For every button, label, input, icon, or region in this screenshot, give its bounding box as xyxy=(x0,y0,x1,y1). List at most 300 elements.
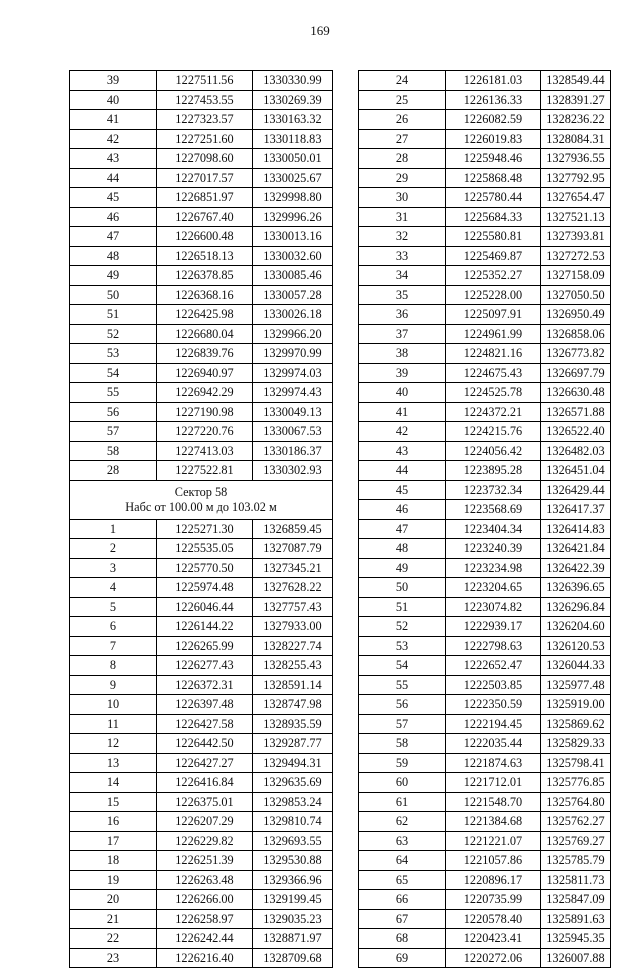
x-coordinate-cell: 1226216.40 xyxy=(157,948,253,968)
left-table-rows-bottom xyxy=(70,519,333,968)
table-row xyxy=(70,792,333,812)
x-coordinate-cell: 1225469.87 xyxy=(446,246,541,266)
table-row xyxy=(70,597,333,617)
table-row xyxy=(359,773,611,793)
y-coordinate-cell: 1326451.04 xyxy=(541,461,611,481)
y-coordinate-cell: 1325764.80 xyxy=(541,792,611,812)
y-coordinate-cell: 1329853.24 xyxy=(253,792,333,812)
table-row xyxy=(70,441,333,461)
point-number-cell: 16 xyxy=(70,812,157,832)
x-coordinate-cell: 1227511.56 xyxy=(157,71,253,91)
point-number-cell: 17 xyxy=(70,831,157,851)
x-coordinate-cell: 1226207.29 xyxy=(157,812,253,832)
table-row xyxy=(359,870,611,890)
y-coordinate-cell: 1329998.80 xyxy=(253,188,333,208)
point-number-cell: 60 xyxy=(359,773,446,793)
x-coordinate-cell: 1227522.81 xyxy=(157,461,253,481)
table-row xyxy=(70,948,333,968)
point-number-cell: 64 xyxy=(359,851,446,871)
point-number-cell: 41 xyxy=(70,110,157,130)
point-number-cell: 28 xyxy=(70,461,157,481)
point-number-cell: 58 xyxy=(70,441,157,461)
table-row xyxy=(70,831,333,851)
x-coordinate-cell: 1226427.27 xyxy=(157,753,253,773)
point-number-cell: 30 xyxy=(359,188,446,208)
sector-header-cell xyxy=(70,480,333,519)
table-row xyxy=(70,675,333,695)
x-coordinate-cell: 1226181.03 xyxy=(446,71,541,91)
point-number-cell: 25 xyxy=(359,90,446,110)
point-number-cell: 1 xyxy=(70,519,157,539)
table-row xyxy=(359,617,611,637)
table-row xyxy=(70,71,333,91)
y-coordinate-cell: 1329635.69 xyxy=(253,773,333,793)
point-number-cell: 54 xyxy=(359,656,446,676)
table-row xyxy=(359,539,611,559)
y-coordinate-cell: 1325776.85 xyxy=(541,773,611,793)
y-coordinate-cell: 1329287.77 xyxy=(253,734,333,754)
table-row xyxy=(70,870,333,890)
x-coordinate-cell: 1225868.48 xyxy=(446,168,541,188)
y-coordinate-cell: 1329996.26 xyxy=(253,207,333,227)
y-coordinate-cell: 1328935.59 xyxy=(253,714,333,734)
table-row xyxy=(70,773,333,793)
point-number-cell: 41 xyxy=(359,402,446,422)
x-coordinate-cell: 1220272.06 xyxy=(446,948,541,968)
table-row xyxy=(70,851,333,871)
x-coordinate-cell: 1226442.50 xyxy=(157,734,253,754)
x-coordinate-cell: 1224821.16 xyxy=(446,344,541,364)
table-row xyxy=(70,168,333,188)
y-coordinate-cell: 1326422.39 xyxy=(541,558,611,578)
table-row xyxy=(359,734,611,754)
y-coordinate-cell: 1327087.79 xyxy=(253,539,333,559)
point-number-cell: 20 xyxy=(70,890,157,910)
point-number-cell: 33 xyxy=(359,246,446,266)
y-coordinate-cell: 1326296.84 xyxy=(541,597,611,617)
table-row xyxy=(70,695,333,715)
table-row xyxy=(359,149,611,169)
page-number: 169 xyxy=(310,23,330,38)
point-number-cell: 55 xyxy=(359,675,446,695)
table-row xyxy=(359,246,611,266)
table-row xyxy=(70,734,333,754)
table-row xyxy=(359,266,611,286)
y-coordinate-cell: 1330302.93 xyxy=(253,461,333,481)
point-number-cell: 68 xyxy=(359,929,446,949)
table-row xyxy=(70,636,333,656)
table-row xyxy=(359,909,611,929)
point-number-cell: 36 xyxy=(359,305,446,325)
y-coordinate-cell: 1330085.46 xyxy=(253,266,333,286)
point-number-cell: 39 xyxy=(70,71,157,91)
y-coordinate-cell: 1325847.09 xyxy=(541,890,611,910)
table-row xyxy=(70,714,333,734)
y-coordinate-cell: 1329974.43 xyxy=(253,383,333,403)
x-coordinate-cell: 1225097.91 xyxy=(446,305,541,325)
left-coordinate-table xyxy=(69,70,333,968)
table-row xyxy=(359,656,611,676)
x-coordinate-cell: 1226372.31 xyxy=(157,675,253,695)
point-number-cell: 49 xyxy=(70,266,157,286)
y-coordinate-cell: 1326571.88 xyxy=(541,402,611,422)
x-coordinate-cell: 1221384.68 xyxy=(446,812,541,832)
x-coordinate-cell: 1221548.70 xyxy=(446,792,541,812)
y-coordinate-cell: 1328084.31 xyxy=(541,129,611,149)
table-row xyxy=(70,812,333,832)
table-row xyxy=(70,558,333,578)
y-coordinate-cell: 1330186.37 xyxy=(253,441,333,461)
x-coordinate-cell: 1225228.00 xyxy=(446,285,541,305)
point-number-cell: 66 xyxy=(359,890,446,910)
x-coordinate-cell: 1224372.21 xyxy=(446,402,541,422)
table-row xyxy=(70,422,333,442)
point-number-cell: 40 xyxy=(70,90,157,110)
y-coordinate-cell: 1326007.88 xyxy=(541,948,611,968)
y-coordinate-cell: 1330032.60 xyxy=(253,246,333,266)
table-row xyxy=(359,344,611,364)
point-number-cell: 6 xyxy=(70,617,157,637)
point-number-cell: 4 xyxy=(70,578,157,598)
point-number-cell: 51 xyxy=(359,597,446,617)
point-number-cell: 28 xyxy=(359,149,446,169)
y-coordinate-cell: 1327158.09 xyxy=(541,266,611,286)
point-number-cell: 50 xyxy=(359,578,446,598)
table-row xyxy=(359,305,611,325)
x-coordinate-cell: 1226277.43 xyxy=(157,656,253,676)
y-coordinate-cell: 1325785.79 xyxy=(541,851,611,871)
y-coordinate-cell: 1327050.50 xyxy=(541,285,611,305)
table-row xyxy=(70,363,333,383)
x-coordinate-cell: 1224056.42 xyxy=(446,441,541,461)
point-number-cell: 48 xyxy=(359,539,446,559)
y-coordinate-cell: 1326044.33 xyxy=(541,656,611,676)
point-number-cell: 42 xyxy=(70,129,157,149)
y-coordinate-cell: 1325945.35 xyxy=(541,929,611,949)
table-row xyxy=(359,695,611,715)
point-number-cell: 52 xyxy=(359,617,446,637)
sector-header-row xyxy=(70,480,333,519)
y-coordinate-cell: 1328255.43 xyxy=(253,656,333,676)
y-coordinate-cell: 1327654.47 xyxy=(541,188,611,208)
y-coordinate-cell: 1329970.99 xyxy=(253,344,333,364)
table-row xyxy=(70,617,333,637)
table-row xyxy=(70,519,333,539)
y-coordinate-cell: 1327393.81 xyxy=(541,227,611,247)
x-coordinate-cell: 1225271.30 xyxy=(157,519,253,539)
y-coordinate-cell: 1330269.39 xyxy=(253,90,333,110)
table-row xyxy=(359,324,611,344)
y-coordinate-cell: 1325762.27 xyxy=(541,812,611,832)
table-row xyxy=(359,890,611,910)
table-row xyxy=(359,461,611,481)
x-coordinate-cell: 1227251.60 xyxy=(157,129,253,149)
point-number-cell: 14 xyxy=(70,773,157,793)
y-coordinate-cell: 1326950.49 xyxy=(541,305,611,325)
point-number-cell: 44 xyxy=(70,168,157,188)
x-coordinate-cell: 1226258.97 xyxy=(157,909,253,929)
x-coordinate-cell: 1226229.82 xyxy=(157,831,253,851)
point-number-cell: 53 xyxy=(359,636,446,656)
y-coordinate-cell: 1327757.43 xyxy=(253,597,333,617)
right-coordinate-table xyxy=(358,70,611,968)
table-row xyxy=(70,890,333,910)
point-number-cell: 57 xyxy=(70,422,157,442)
table-row xyxy=(70,461,333,481)
x-coordinate-cell: 1222350.59 xyxy=(446,695,541,715)
y-coordinate-cell: 1330025.67 xyxy=(253,168,333,188)
table-row xyxy=(70,305,333,325)
point-number-cell: 29 xyxy=(359,168,446,188)
x-coordinate-cell: 1226263.48 xyxy=(157,870,253,890)
point-number-cell: 8 xyxy=(70,656,157,676)
sector-subtitle: Набс от 100.00 м до 103.02 м xyxy=(125,499,277,514)
table-row xyxy=(359,129,611,149)
point-number-cell: 9 xyxy=(70,675,157,695)
y-coordinate-cell: 1326204.60 xyxy=(541,617,611,637)
point-number-cell: 27 xyxy=(359,129,446,149)
x-coordinate-cell: 1226046.44 xyxy=(157,597,253,617)
x-coordinate-cell: 1226266.00 xyxy=(157,890,253,910)
table-row xyxy=(359,714,611,734)
y-coordinate-cell: 1328236.22 xyxy=(541,110,611,130)
x-coordinate-cell: 1222939.17 xyxy=(446,617,541,637)
x-coordinate-cell: 1223568.69 xyxy=(446,500,541,520)
y-coordinate-cell: 1328747.98 xyxy=(253,695,333,715)
point-number-cell: 53 xyxy=(70,344,157,364)
table-row xyxy=(70,753,333,773)
x-coordinate-cell: 1225535.05 xyxy=(157,539,253,559)
point-number-cell: 35 xyxy=(359,285,446,305)
table-row xyxy=(70,266,333,286)
x-coordinate-cell: 1220423.41 xyxy=(446,929,541,949)
table-row xyxy=(359,519,611,539)
y-coordinate-cell: 1330067.53 xyxy=(253,422,333,442)
x-coordinate-cell: 1227190.98 xyxy=(157,402,253,422)
y-coordinate-cell: 1330050.01 xyxy=(253,149,333,169)
x-coordinate-cell: 1226839.76 xyxy=(157,344,253,364)
point-number-cell: 55 xyxy=(70,383,157,403)
point-number-cell: 63 xyxy=(359,831,446,851)
point-number-cell: 45 xyxy=(70,188,157,208)
point-number-cell: 13 xyxy=(70,753,157,773)
x-coordinate-cell: 1224961.99 xyxy=(446,324,541,344)
point-number-cell: 56 xyxy=(359,695,446,715)
x-coordinate-cell: 1225974.48 xyxy=(157,578,253,598)
table-row xyxy=(359,753,611,773)
table-row xyxy=(359,71,611,91)
x-coordinate-cell: 1222194.45 xyxy=(446,714,541,734)
x-coordinate-cell: 1226767.40 xyxy=(157,207,253,227)
x-coordinate-cell: 1224525.78 xyxy=(446,383,541,403)
y-coordinate-cell: 1326697.79 xyxy=(541,363,611,383)
y-coordinate-cell: 1326858.06 xyxy=(541,324,611,344)
table-row xyxy=(359,383,611,403)
table-row xyxy=(70,383,333,403)
point-number-cell: 51 xyxy=(70,305,157,325)
point-number-cell: 46 xyxy=(70,207,157,227)
table-row xyxy=(359,285,611,305)
x-coordinate-cell: 1224215.76 xyxy=(446,422,541,442)
point-number-cell: 10 xyxy=(70,695,157,715)
x-coordinate-cell: 1222798.63 xyxy=(446,636,541,656)
x-coordinate-cell: 1221712.01 xyxy=(446,773,541,793)
point-number-cell: 22 xyxy=(70,929,157,949)
x-coordinate-cell: 1226368.16 xyxy=(157,285,253,305)
x-coordinate-cell: 1226425.98 xyxy=(157,305,253,325)
point-number-cell: 18 xyxy=(70,851,157,871)
y-coordinate-cell: 1330026.18 xyxy=(253,305,333,325)
x-coordinate-cell: 1226375.01 xyxy=(157,792,253,812)
y-coordinate-cell: 1326773.82 xyxy=(541,344,611,364)
y-coordinate-cell: 1330049.13 xyxy=(253,402,333,422)
point-number-cell: 58 xyxy=(359,734,446,754)
x-coordinate-cell: 1221057.86 xyxy=(446,851,541,871)
left-table-rows-top xyxy=(70,71,333,481)
x-coordinate-cell: 1224675.43 xyxy=(446,363,541,383)
y-coordinate-cell: 1328871.97 xyxy=(253,929,333,949)
x-coordinate-cell: 1220735.99 xyxy=(446,890,541,910)
table-row xyxy=(359,558,611,578)
table-row xyxy=(70,149,333,169)
point-number-cell: 62 xyxy=(359,812,446,832)
table-row xyxy=(359,110,611,130)
table-row xyxy=(359,227,611,247)
table-row xyxy=(70,90,333,110)
y-coordinate-cell: 1326421.84 xyxy=(541,539,611,559)
table-row xyxy=(359,500,611,520)
y-coordinate-cell: 1326396.65 xyxy=(541,578,611,598)
x-coordinate-cell: 1222503.85 xyxy=(446,675,541,695)
x-coordinate-cell: 1225770.50 xyxy=(157,558,253,578)
table-row xyxy=(359,597,611,617)
point-number-cell: 42 xyxy=(359,422,446,442)
y-coordinate-cell: 1330057.28 xyxy=(253,285,333,305)
point-number-cell: 43 xyxy=(70,149,157,169)
table-row xyxy=(70,929,333,949)
point-number-cell: 47 xyxy=(359,519,446,539)
y-coordinate-cell: 1328549.44 xyxy=(541,71,611,91)
point-number-cell: 23 xyxy=(70,948,157,968)
sector-title: Сектор 58 xyxy=(174,484,228,499)
table-row xyxy=(359,792,611,812)
y-coordinate-cell: 1325798.41 xyxy=(541,753,611,773)
table-row xyxy=(70,402,333,422)
y-coordinate-cell: 1326482.03 xyxy=(541,441,611,461)
point-number-cell: 39 xyxy=(359,363,446,383)
table-row xyxy=(359,851,611,871)
x-coordinate-cell: 1226518.13 xyxy=(157,246,253,266)
table-row xyxy=(70,285,333,305)
y-coordinate-cell: 1330330.99 xyxy=(253,71,333,91)
x-coordinate-cell: 1226600.48 xyxy=(157,227,253,247)
x-coordinate-cell: 1226019.83 xyxy=(446,129,541,149)
x-coordinate-cell: 1222652.47 xyxy=(446,656,541,676)
right-table-rows xyxy=(359,71,611,968)
x-coordinate-cell: 1227413.03 xyxy=(157,441,253,461)
table-row xyxy=(359,675,611,695)
y-coordinate-cell: 1326859.45 xyxy=(253,519,333,539)
y-coordinate-cell: 1329494.31 xyxy=(253,753,333,773)
y-coordinate-cell: 1326522.40 xyxy=(541,422,611,442)
point-number-cell: 19 xyxy=(70,870,157,890)
table-row xyxy=(70,909,333,929)
y-coordinate-cell: 1327933.00 xyxy=(253,617,333,637)
table-row xyxy=(359,929,611,949)
point-number-cell: 3 xyxy=(70,558,157,578)
x-coordinate-cell: 1226851.97 xyxy=(157,188,253,208)
y-coordinate-cell: 1326417.37 xyxy=(541,500,611,520)
y-coordinate-cell: 1325811.73 xyxy=(541,870,611,890)
y-coordinate-cell: 1327792.95 xyxy=(541,168,611,188)
x-coordinate-cell: 1226427.58 xyxy=(157,714,253,734)
x-coordinate-cell: 1226144.22 xyxy=(157,617,253,637)
x-coordinate-cell: 1227098.60 xyxy=(157,149,253,169)
x-coordinate-cell: 1220896.17 xyxy=(446,870,541,890)
table-row xyxy=(70,110,333,130)
y-coordinate-cell: 1326120.53 xyxy=(541,636,611,656)
x-coordinate-cell: 1221221.07 xyxy=(446,831,541,851)
table-row xyxy=(359,188,611,208)
point-number-cell: 38 xyxy=(359,344,446,364)
y-coordinate-cell: 1325769.27 xyxy=(541,831,611,851)
y-coordinate-cell: 1330118.83 xyxy=(253,129,333,149)
y-coordinate-cell: 1326630.48 xyxy=(541,383,611,403)
table-row xyxy=(70,129,333,149)
table-row xyxy=(70,188,333,208)
y-coordinate-cell: 1327521.13 xyxy=(541,207,611,227)
point-number-cell: 59 xyxy=(359,753,446,773)
x-coordinate-cell: 1227453.55 xyxy=(157,90,253,110)
table-row xyxy=(359,402,611,422)
y-coordinate-cell: 1328709.68 xyxy=(253,948,333,968)
x-coordinate-cell: 1226242.44 xyxy=(157,929,253,949)
y-coordinate-cell: 1329530.88 xyxy=(253,851,333,871)
y-coordinate-cell: 1329966.20 xyxy=(253,324,333,344)
x-coordinate-cell: 1220578.40 xyxy=(446,909,541,929)
point-number-cell: 15 xyxy=(70,792,157,812)
x-coordinate-cell: 1227017.57 xyxy=(157,168,253,188)
point-number-cell: 44 xyxy=(359,461,446,481)
point-number-cell: 69 xyxy=(359,948,446,968)
y-coordinate-cell: 1325829.33 xyxy=(541,734,611,754)
table-row xyxy=(70,656,333,676)
x-coordinate-cell: 1226378.85 xyxy=(157,266,253,286)
table-row xyxy=(359,207,611,227)
point-number-cell: 49 xyxy=(359,558,446,578)
x-coordinate-cell: 1225352.27 xyxy=(446,266,541,286)
table-row xyxy=(359,831,611,851)
y-coordinate-cell: 1326414.83 xyxy=(541,519,611,539)
y-coordinate-cell: 1327272.53 xyxy=(541,246,611,266)
y-coordinate-cell: 1327345.21 xyxy=(253,558,333,578)
point-number-cell: 47 xyxy=(70,227,157,247)
point-number-cell: 7 xyxy=(70,636,157,656)
x-coordinate-cell: 1226265.99 xyxy=(157,636,253,656)
point-number-cell: 26 xyxy=(359,110,446,130)
table-row xyxy=(70,246,333,266)
x-coordinate-cell: 1226397.48 xyxy=(157,695,253,715)
x-coordinate-cell: 1225780.44 xyxy=(446,188,541,208)
y-coordinate-cell: 1330013.16 xyxy=(253,227,333,247)
point-number-cell: 32 xyxy=(359,227,446,247)
table-row xyxy=(70,344,333,364)
y-coordinate-cell: 1329810.74 xyxy=(253,812,333,832)
table-row xyxy=(359,90,611,110)
x-coordinate-cell: 1221874.63 xyxy=(446,753,541,773)
x-coordinate-cell: 1225580.81 xyxy=(446,227,541,247)
y-coordinate-cell: 1328591.14 xyxy=(253,675,333,695)
